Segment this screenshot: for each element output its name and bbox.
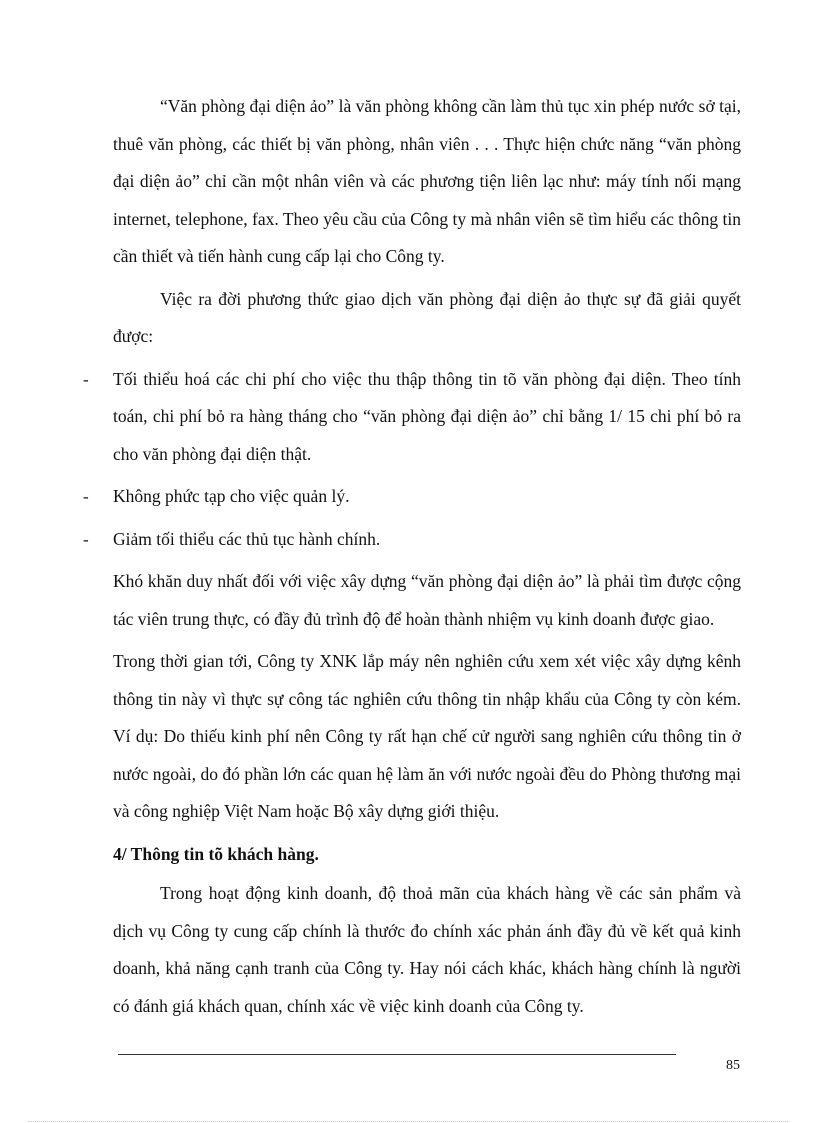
bullet-item-cost xyxy=(83,361,741,474)
bullet-text: Tối thiểu hoá các chi phí cho việc thu thập thông tin tõ văn phòng đại diện. Theo tính toán, chi phí bỏ ra hàng tháng cho “văn phòng đại diện ảo” chỉ bằng 1/ 15 chi phí bỏ ra cho văn phòng đại diện thật. xyxy=(113,368,741,464)
bullet-text: Không phức tạp cho việc quản lý. xyxy=(113,486,350,506)
bullet-marker: - xyxy=(83,529,89,549)
paragraph-difficulty: Khó khăn duy nhất đối với việc xây dựng “văn phòng đại diện ảo” là phải tìm được cộng tác viên trung thực, có đầy đủ trình độ để hoàn thành nhiệm vụ kinh doanh được giao. xyxy=(113,571,741,629)
bullet-text: Giảm tối thiểu các thủ tục hành chính. xyxy=(113,528,381,549)
bullet-marker: - xyxy=(83,487,89,506)
body-text xyxy=(83,88,741,1030)
section-heading-customer-information: 4/ Thông tin tõ khách hàng. xyxy=(113,843,319,864)
paragraph-customer-satisfaction: Trong hoạt động kinh doanh, độ thoả mãn của khách hàng về các sản phẩm và dịch vụ Công ty cung cấp chính là thước đo chính xác phản ánh đầy đủ về kết quả kinh doanh, khả năng cạnh tranh của Công ty. Hay nói cách khác, khách hàng chính là người có đánh giá khách quan, chính xác về việc kinh doanh của Công ty. xyxy=(113,883,741,1016)
paragraph-virtual-office-benefits-intro: Việc ra đời phương thức giao dịch văn phòng đại diện ảo thực sự đã giải quyết được: xyxy=(113,288,741,346)
bullet-item-procedures xyxy=(83,521,741,559)
page-number: 85 xyxy=(726,1058,740,1073)
paragraph-future-plan: Trong thời gian tới, Công ty XNK lắp máy nên nghiên cứu xem xét việc xây dựng kênh thông tin này vì thực sự công tác nghiên cứu thông tin nhập khẩu của Công ty còn kém. Ví dụ: Do thiếu kinh phí nên Công ty rất hạn chế cử người sang nghiên cứu thông tin ở nước ngoài, do đó phần lớn các quan hệ làm ăn với nước ngoài đều do Phòng thương mại và công nghiệp Việt Nam hoặc Bộ xây dựng giới thiệu. xyxy=(113,651,741,821)
page-bottom-dotted-border xyxy=(28,1121,788,1122)
footer-divider xyxy=(118,1054,676,1055)
bullet-item-management xyxy=(83,478,741,516)
bullet-marker: - xyxy=(83,369,89,389)
paragraph-virtual-office-definition: “Văn phòng đại diện ảo” là văn phòng không cần làm thủ tục xin phép nước sở tại, thuê văn phòng, các thiết bị văn phòng, nhân viên . . . Thực hiện chức năng “văn phòng đại diện ảo” chỉ cần một nhân viên và các phương tiện liên lạc như: máy tính nối mạng internet, telephone, fax. Theo yêu cầu của Công ty mà nhân viên sẽ tìm hiểu các thông tin cần thiết và tiến hành cung cấp lại cho Công ty. xyxy=(113,96,741,266)
